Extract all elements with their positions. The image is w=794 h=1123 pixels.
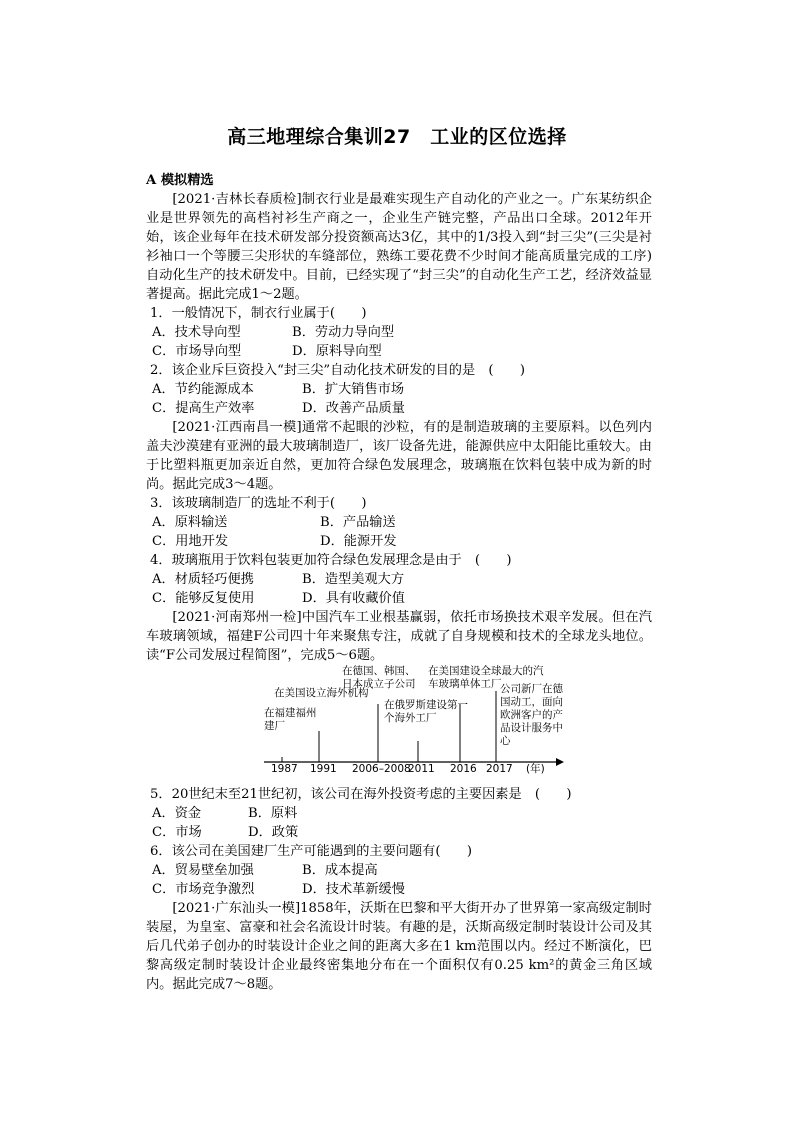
option-d: D．技术革新缓慢 bbox=[302, 882, 405, 897]
event-2006-2008: 在德国、韩国、日本成立子公司 bbox=[342, 665, 416, 690]
option-d: D．政策 bbox=[248, 825, 299, 840]
year-2006-2008: 2006–2008 bbox=[352, 763, 411, 775]
document-body bbox=[146, 171, 652, 994]
event-2011: 在俄罗斯建设第一个海外工厂 bbox=[384, 699, 468, 724]
question-3-stem: 3．该玻璃制造厂的选址不利于( ) bbox=[150, 496, 367, 511]
year-1991: 1991 bbox=[310, 763, 337, 775]
option-b: B．原料 bbox=[248, 806, 298, 821]
question-4-stem: 4．玻璃瓶用于饮料包装更加符合绿色发展理念是由于 ( ) bbox=[150, 553, 512, 568]
option-a: A．贸易壁垒加强 bbox=[152, 863, 254, 878]
question-6-options-2 bbox=[146, 880, 652, 899]
option-d: D．原料导向型 bbox=[292, 344, 382, 359]
passage-2: [2021·江西南昌一模]通常不起眼的沙粒，有的是制造玻璃的主要原料。以色列内盖夫沙漠建有亚洲的最大玻璃制造厂，该厂设备先进，能源供应中太阳能比重较大。由于比塑料瓶更加亲近自然，更加符合绿色发展理念，玻璃瓶在饮料包装中成为新的时尚。据此完成3～4题。 bbox=[146, 420, 652, 492]
option-c: C．市场竞争激烈 bbox=[152, 882, 255, 897]
question-4-options-2 bbox=[146, 589, 652, 608]
option-a: A．资金 bbox=[152, 806, 202, 821]
company-development-timeline bbox=[146, 665, 652, 779]
option-c: C．用地开发 bbox=[152, 534, 229, 549]
question-5-options-2 bbox=[146, 823, 652, 842]
year-2017: 2017 bbox=[486, 763, 513, 775]
option-d: D．改善产品质量 bbox=[302, 401, 405, 416]
event-2017: 公司新厂在德国动工，面向欧洲客户的产品设计服务中心 bbox=[500, 683, 563, 747]
option-b: B．产品输送 bbox=[320, 515, 396, 530]
option-b: B．扩大销售市场 bbox=[302, 382, 405, 397]
question-1-stem: 1．一般情况下，制衣行业属于( ) bbox=[150, 306, 367, 321]
event-2016: 在美国建设全球最大的汽车玻璃单体工厂 bbox=[428, 665, 544, 690]
question-6-options bbox=[146, 861, 652, 880]
option-d: D．能源开发 bbox=[320, 534, 397, 549]
page-title: 高三地理综合集训27 工业的区位选择 bbox=[227, 126, 567, 148]
timeline-arrow bbox=[556, 758, 564, 766]
option-b: B．成本提高 bbox=[302, 863, 378, 878]
year-2011: 2011 bbox=[408, 763, 435, 775]
question-3-options-2 bbox=[146, 532, 652, 551]
option-a: A．材质轻巧便携 bbox=[152, 572, 254, 587]
option-c: C．市场 bbox=[152, 825, 202, 840]
option-a: A．原料输送 bbox=[152, 515, 228, 530]
option-d: D．具有收藏价值 bbox=[302, 591, 405, 606]
question-2-stem: 2．该企业斥巨资投入“封三尖”自动化技术研发的目的是 ( ) bbox=[150, 363, 526, 378]
event-1987: 在福建福州建厂 bbox=[264, 707, 317, 732]
question-3-options bbox=[146, 513, 652, 532]
question-6-stem: 6．该公司在美国建厂生产可能遇到的主要问题有( ) bbox=[150, 844, 472, 859]
section-heading: A 模拟精选 bbox=[146, 173, 214, 188]
passage-4: [2021·广东汕头一模]1858年，沃斯在巴黎和平大街开办了世界第一家高级定制时装屋，为皇室、富豪和社会名流设计时装。有趣的是，沃斯高级定制时装设计公司及其后几代弟子创办的时装设计企业之间的距离大多在1 km范围以内。经过不断演化，巴黎高级定制时装设计企业最终密集地分布在一个面积仅有0.25 km²的黄金三角区域内。据此完成7～8题。 bbox=[146, 901, 652, 992]
question-5-stem: 5．20世纪末至21世纪初，该公司在海外投资考虑的主要因素是 ( ) bbox=[150, 787, 572, 802]
question-2-options bbox=[146, 380, 652, 399]
passage-3: [2021·河南郑州一检]中国汽车工业根基赢弱，依托市场换技术艰辛发展。但在汽车玻璃领域，福建F公司四十年来聚焦专注，成就了自身规模和技术的全球龙头地位。读“F公司发展过程简图”，完成5～6题。 bbox=[146, 610, 652, 663]
question-1-options bbox=[146, 323, 652, 342]
option-c: C．能够反复使用 bbox=[152, 591, 255, 606]
question-5-options bbox=[146, 804, 652, 823]
question-2-options-2 bbox=[146, 399, 652, 418]
option-a: A．节约能源成本 bbox=[152, 382, 254, 397]
option-b: B．劳动力导向型 bbox=[292, 325, 395, 340]
option-c: C．提高生产效率 bbox=[152, 401, 255, 416]
option-b: B．造型美观大方 bbox=[302, 572, 405, 587]
question-4-options bbox=[146, 570, 652, 589]
option-c: C．市场导向型 bbox=[152, 344, 242, 359]
passage-1: [2021·吉林长春质检]制衣行业是最难实现生产自动化的产业之一。广东某纺织企业是世界领先的高档衬衫生产商之一，企业生产链完整，产品出口全球。2012年开始，该企业每年在技术研发部分投资额高达3亿，其中的1/3投入到“封三尖”(三尖是衬衫袖口一个等腰三尖形状的车缝部位，熟练工要花费不少时间才能高质量完成的工序)自动化生产的技术研发中。目前，已经实现了“封三尖”的自动化生产工艺，经济效益显著提高。据此完成1～2题。 bbox=[146, 192, 652, 302]
year-1987: 1987 bbox=[271, 763, 298, 775]
question-1-options-2 bbox=[146, 342, 652, 361]
year-unit: (年) bbox=[526, 763, 545, 775]
option-a: A．技术导向型 bbox=[152, 325, 241, 340]
event-1991: 在美国设立海外机构 bbox=[274, 687, 369, 699]
year-2016: 2016 bbox=[450, 763, 477, 775]
